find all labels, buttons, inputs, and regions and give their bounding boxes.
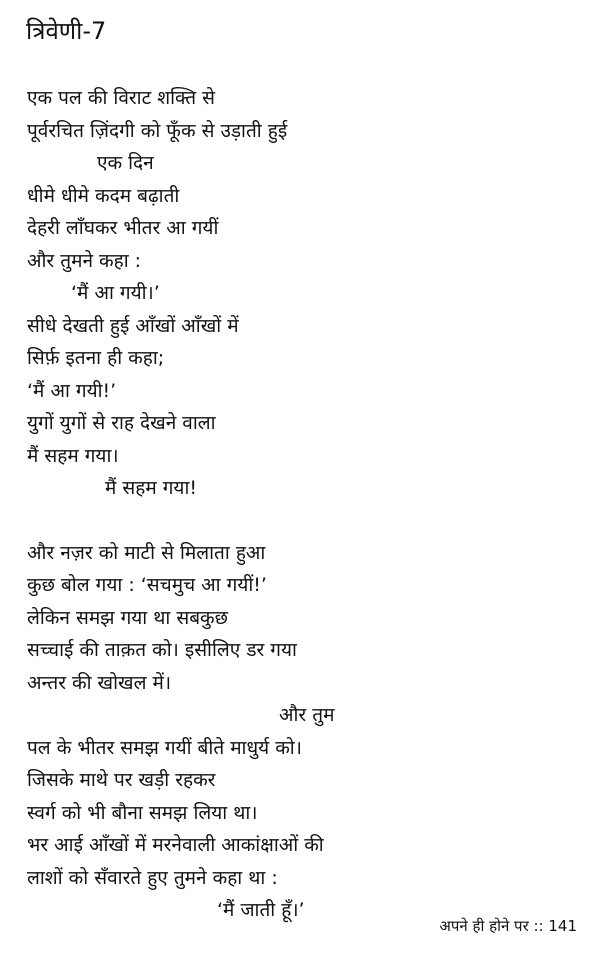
stanza-2: [27, 537, 587, 927]
poem-line: देहरी लाँघकर भीतर आ गयीं: [27, 217, 219, 239]
stanza-break: [27, 505, 587, 537]
poem-line: लाशों को सँवारते हुए तुमने कहा था :: [27, 866, 278, 889]
poem-line: भर आई आँखों में मरनेवाली आकांक्षाओं की: [27, 834, 324, 856]
poem-line: स्वर्ग को भी बौना समझ लिया था।: [27, 801, 258, 824]
poem-line: और नज़र को माटी से मिलाता हुआ: [27, 541, 266, 564]
poem-line: मैं सहम गया!: [105, 477, 197, 499]
poem-line: सीधे देखती हुई आँखों आँखों में: [27, 314, 239, 337]
poem-line: ‘मैं आ गयी।’: [71, 282, 160, 304]
poem-line: सच्चाई की ताक़त को। इसीलिए डर गया: [27, 639, 297, 661]
page-footer: अपने ही होने पर :: 141: [439, 917, 577, 935]
poem-line: धीमे धीमे कदम बढ़ाती: [27, 184, 180, 207]
poem-line: अन्तर की खोखल में।: [27, 671, 172, 694]
poem-line: एक दिन: [97, 152, 154, 174]
poem-line: पूर्वरचित ज़िंदगी को फूँक से उड़ाती हुई: [27, 119, 288, 142]
poem-line: ‘मैं जाती हूँ।’: [217, 899, 305, 921]
poem-line: सिर्फ़ इतना ही कहा;: [27, 347, 165, 369]
poem-line: और तुम: [279, 704, 335, 726]
poem-body: [27, 82, 587, 927]
poem-line: ‘मैं आ गयी!’: [27, 379, 117, 402]
stanza-1: [27, 82, 587, 505]
poem-line: और तुमने कहा :: [27, 249, 142, 272]
poem-title: त्रिवेणी-7: [26, 17, 107, 45]
poem-line: युगों युगों से राह देखने वाला: [27, 412, 216, 434]
poem-line: मैं सहम गया।: [27, 444, 119, 467]
poem-line: कुछ बोल गया : ‘सचमुच आ गयीं!’: [27, 574, 267, 596]
poem-line: पल के भीतर समझ गयीं बीते माधुर्य को।: [27, 736, 302, 759]
poem-line: लेकिन समझ गया था सबकुछ: [27, 606, 228, 629]
poem-line: जिसके माथे पर खड़ी रहकर: [27, 769, 216, 791]
poem-line: एक पल की विराट शक्ति से: [27, 87, 215, 109]
